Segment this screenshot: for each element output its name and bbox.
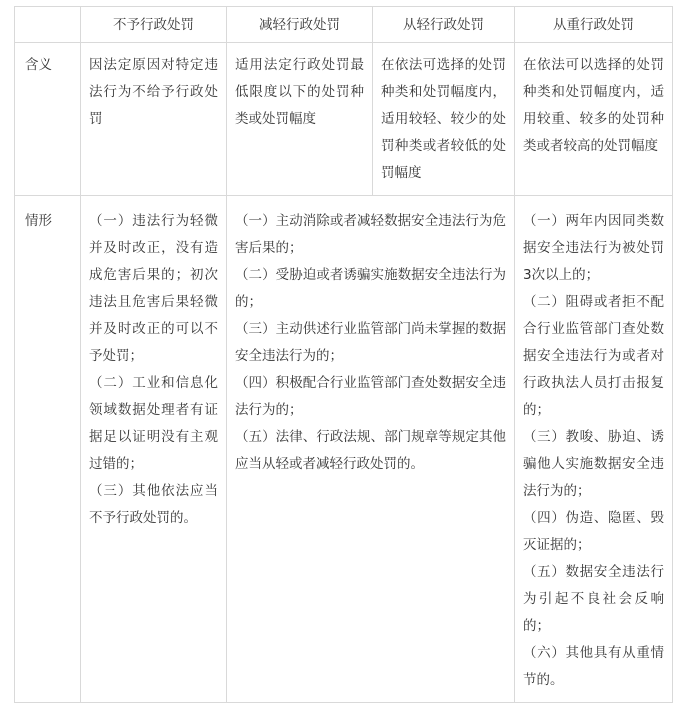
circumstances-no-penalty-cell (81, 196, 227, 703)
table-header-row (15, 7, 673, 43)
meaning-reduced-penalty-cell (227, 43, 373, 196)
list-item: （一）两年内因同类数据安全违法行为被处罚3次以上的； (523, 213, 664, 283)
list-item: （二）阻碍或者拒不配合行业监管部门查处数据安全违法行为或者对行政执法人员打击报复的； (523, 294, 664, 418)
row-label-cell (15, 196, 81, 703)
list-item: （三）教唆、胁迫、诱骗他人实施数据安全违法行为的； (523, 429, 664, 499)
list-item: （五）数据安全违法行为引起不良社会反响的； (523, 564, 664, 634)
list-item: （五）法律、行政法规、部门规章等规定其他应当从轻或者减轻行政处罚的。 (235, 429, 506, 472)
row-label: 情形 (25, 213, 52, 229)
table-cell-text: 因法定原因对特定违法行为不给予行政处罚 (89, 57, 218, 127)
table-row-meaning (15, 43, 673, 196)
header-heavier-penalty: 从重行政处罚 (515, 7, 673, 43)
list-item: （四）积极配合行业监管部门查处数据安全违法行为的； (235, 375, 506, 418)
penalty-comparison-table (14, 6, 673, 703)
circumstances-reduced-or-lighter-cell (227, 196, 515, 703)
list-item: （一）违法行为轻微并及时改正，没有造成危害后果的；初次违法且危害后果轻微并及时改正的可以不予处罚； (89, 213, 218, 364)
meaning-heavier-penalty-cell (515, 43, 673, 196)
list-item: （二）工业和信息化领域数据处理者有证据足以证明没有主观过错的； (89, 375, 218, 472)
list-item: （二）受胁迫或者诱骗实施数据安全违法行为的； (235, 267, 506, 310)
meaning-lighter-penalty-cell (373, 43, 515, 196)
table-cell-text: 在依法可选择的处罚种类和处罚幅度内，适用较轻、较少的处罚种类或者较低的处罚幅度 (381, 57, 506, 181)
list-item: （三）主动供述行业监管部门尚未掌握的数据安全违法行为的； (235, 321, 506, 364)
header-reduced-penalty: 减轻行政处罚 (227, 7, 373, 43)
list-item: （一）主动消除或者减轻数据安全违法行为危害后果的； (235, 213, 506, 256)
document-page (14, 6, 673, 703)
header-no-penalty: 不予行政处罚 (81, 7, 227, 43)
header-lighter-penalty: 从轻行政处罚 (373, 7, 515, 43)
header-empty-corner (15, 7, 81, 43)
row-label: 含义 (25, 57, 52, 73)
row-label-cell (15, 43, 81, 196)
table-cell-text: 适用法定行政处罚最低限度以下的处罚种类或处罚幅度 (235, 57, 364, 127)
list-item: （四）伪造、隐匿、毁灭证据的； (523, 510, 664, 553)
list-item: （六）其他具有从重情节的。 (523, 645, 664, 688)
circumstances-heavier-penalty-cell (515, 196, 673, 703)
list-item: （三）其他依法应当不予行政处罚的。 (89, 483, 218, 526)
meaning-no-penalty-cell (81, 43, 227, 196)
table-row-circumstances (15, 196, 673, 703)
table-cell-text: 在依法可以选择的处罚种类和处罚幅度内，适用较重、较多的处罚种类或者较高的处罚幅度 (523, 57, 664, 154)
